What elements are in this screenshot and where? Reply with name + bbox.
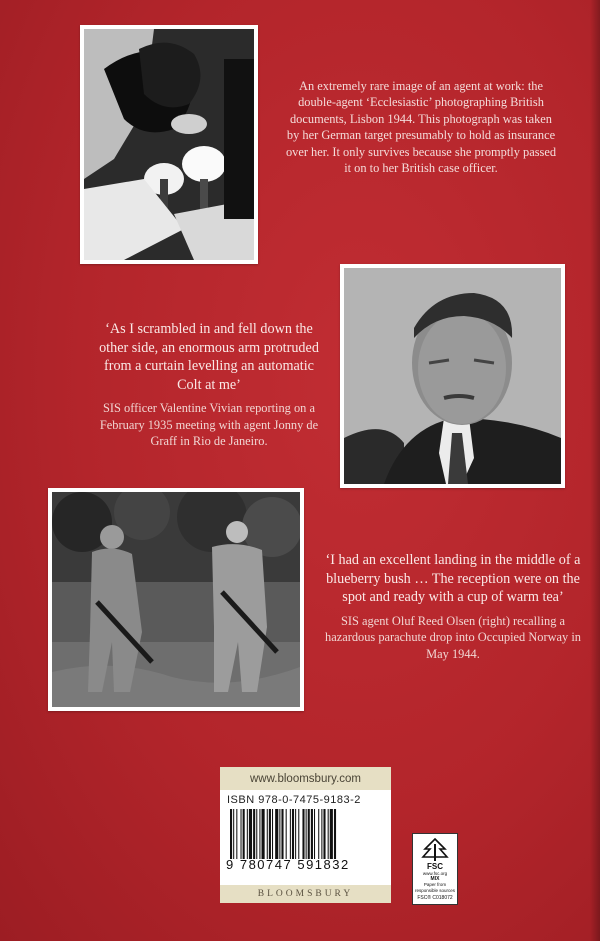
barcode-panel [220,767,391,903]
fsc-logo [412,833,458,905]
photo-agent-image [84,29,254,260]
isbn-text: ISBN 978-0-7475-9183-2 [227,794,361,806]
barcode-number: 9 780747 591832 [226,857,350,872]
quote-olsen-attribution: SIS agent Oluf Reed Olsen (right) recalling a hazardous parachute drop into Occupied Norway in May 1944. [325,613,581,661]
photo-agent-at-work [80,25,258,264]
quote-vivian-attribution: SIS officer Valentine Vivian reporting on a February 1935 meeting with agent Jonny de Graff in Rio de Janeiro. [99,401,319,448]
quote-olsen-block [322,551,584,662]
publisher-url: www.bloomsbury.com [220,767,391,790]
fsc-code: FSC® C018072 [417,895,453,901]
fsc-desc: Paper from responsible sources [414,882,456,893]
cover-edge-shadow [590,0,600,941]
fsc-tree-icon [421,838,449,862]
photo-agents-image [52,492,300,707]
fsc-mix: MIX [430,875,440,882]
publisher-name: BLOOMSBURY [220,885,391,903]
quote-olsen-text: ‘I had an excellent landing in the middle of a blueberry bush … The reception were on the spot and ready with a cup of warm tea’ [325,552,581,605]
quote-vivian-block [95,320,323,450]
photo-two-agents [48,488,304,711]
photo-portrait-image [344,268,561,484]
agent-photo-caption: An extremely rare image of an agent at work: the double-agent ‘Ecclesiastic’ photographing British documents, Lisbon 1944. This photograph was taken by her German target presumably to hold as insurance over her. It only survives because she promptly passed it on to her British case officer. [285,79,557,176]
quote-vivian-text: ‘As I scrambled in and fell down the other side, an enormous arm protruded from a curtain levelling an automatic Colt at me’ [99,321,319,393]
fsc-label: FSC [427,862,443,871]
photo-portrait-vivian [340,264,565,488]
fsc-site: www.fsc.org [422,871,448,876]
